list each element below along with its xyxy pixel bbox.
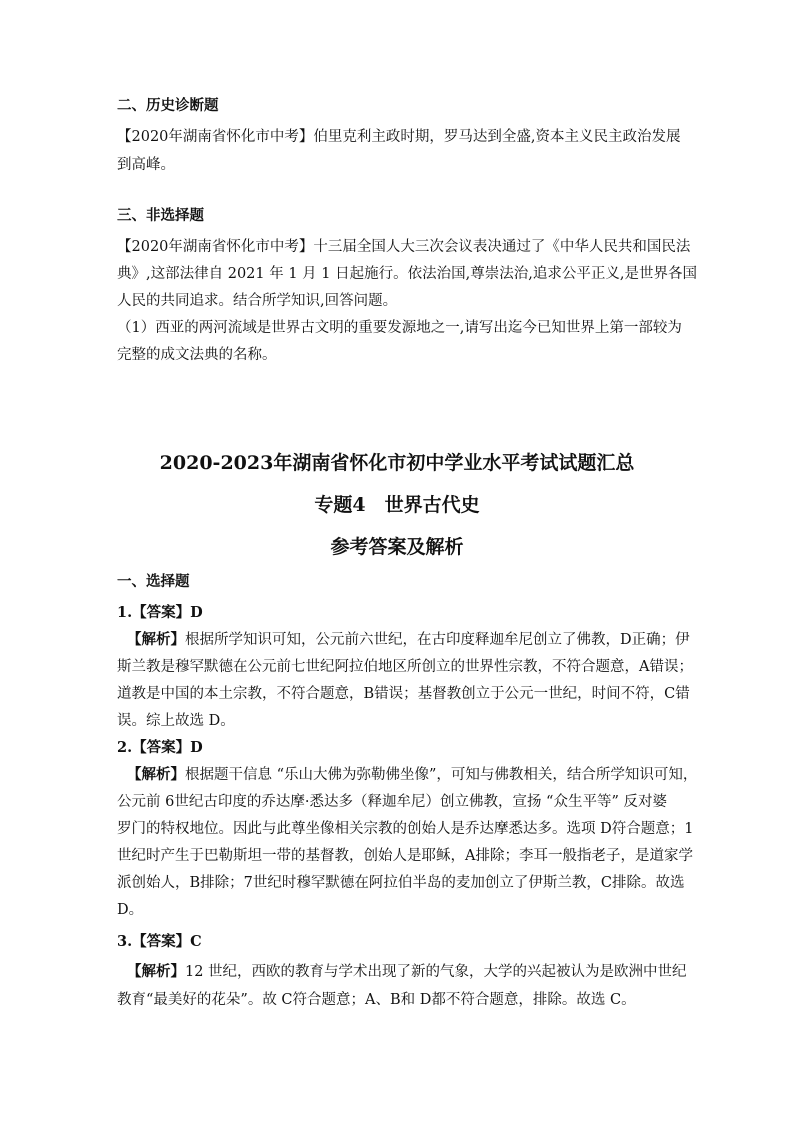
item-number: 2.	[117, 739, 133, 756]
section-heading-choice: 一、选择题	[117, 573, 190, 590]
document-title: 2020-2023年湖南省怀化市初中学业水平考试试题汇总	[159, 452, 635, 474]
answer-label: 【答案】	[132, 604, 191, 621]
answer-line	[117, 738, 687, 758]
analysis-text: 12 世纪，西欧的教育与学术出现了新的气象，大学的兴起被认为是欧洲中世纪	[185, 964, 687, 980]
item-number: 3.	[117, 933, 133, 950]
paragraph-line: 人民的共同追求。结合所学知识,回答问题。	[117, 293, 398, 309]
analysis-text: 根据所学知识可知，公元前六世纪，在古印度释迦牟尼创立了佛教，D正确；伊	[185, 632, 690, 648]
paragraph-line: 【2020年湖南省怀化市中考】伯里克利主政时期，罗马达到全盛,资本主义民主政治发展	[117, 129, 681, 145]
item-number: 1.	[117, 604, 133, 621]
analysis-text: 根据题干信息 “乐山大佛为弥勒佛坐像”，可知与佛教相关，结合所学知识可知，	[185, 767, 698, 783]
paragraph-line: （1）西亚的两河流域是世界古文明的重要发源地之一,请写出迄今已知世界上第一部较为	[117, 320, 682, 336]
analysis-line: 误。综上故选 D。	[117, 713, 235, 729]
analysis-line: 公元前 6世纪古印度的乔达摩·悉达多（释迦牟尼）创立佛教，宣扬 “众生平等” 反对婆	[117, 794, 667, 810]
analysis-line: 世纪时产生于巴勒斯坦一带的基督教，创始人是耶稣，A排除；李耳一般指老子，是道家学	[117, 848, 693, 864]
analysis-line	[127, 630, 697, 650]
paragraph-line: 【2020年湖南省怀化市中考】十三届全国人大三次会议表决通过了《中华人民共和国民法	[117, 239, 691, 255]
analysis-line: 派创始人，B排除；7世纪时穆罕默德在阿拉伯半岛的麦加创立了伊斯兰教，C排除。故选	[117, 875, 685, 891]
analysis-label: 【解析】	[127, 766, 185, 783]
answers-title: 参考答案及解析	[330, 536, 464, 558]
answer-label: 【答案】	[132, 933, 191, 950]
answer-label: 【答案】	[132, 739, 191, 756]
analysis-line	[127, 962, 697, 982]
paragraph-line: 到高峰。	[117, 157, 175, 173]
paragraph-line: 典》,这部法律自 2021 年 1 月 1 日起施行。依法治国,尊崇法治,追求公平正义,是世界各国	[117, 266, 697, 282]
section-heading-diagnosis: 二、历史诊断题	[117, 97, 219, 114]
answer-line	[117, 932, 687, 952]
analysis-label: 【解析】	[127, 631, 185, 648]
analysis-line: D。	[117, 902, 144, 918]
section-heading-non-choice: 三、非选择题	[117, 207, 204, 224]
analysis-label: 【解析】	[127, 963, 185, 980]
analysis-line: 罗门的特权地位。因此与此尊坐像相关宗教的创始人是乔达摩悉达多。选项 D符合题意；1	[117, 821, 694, 837]
paragraph-line: 完整的成文法典的名称。	[117, 347, 277, 363]
answer-line	[117, 603, 687, 623]
analysis-line: 斯兰教是穆罕默德在公元前七世纪阿拉伯地区所创立的世界性宗教，不符合题意，A错误；	[117, 659, 693, 675]
answer-value: C	[190, 933, 202, 950]
answer-value: D	[190, 739, 203, 756]
analysis-line: 教育“最美好的花朵”。故 C符合题意；A、B和 D都不符合题意，排除。故选 C。	[117, 992, 636, 1008]
analysis-line: 道教是中国的本土宗教，不符合题意，B错误；基督教创立于公元一世纪，时间不符，C错	[117, 686, 690, 702]
analysis-line	[127, 765, 697, 785]
topic-title: 专题4 世界古代史	[314, 494, 480, 516]
answer-value: D	[190, 604, 203, 621]
